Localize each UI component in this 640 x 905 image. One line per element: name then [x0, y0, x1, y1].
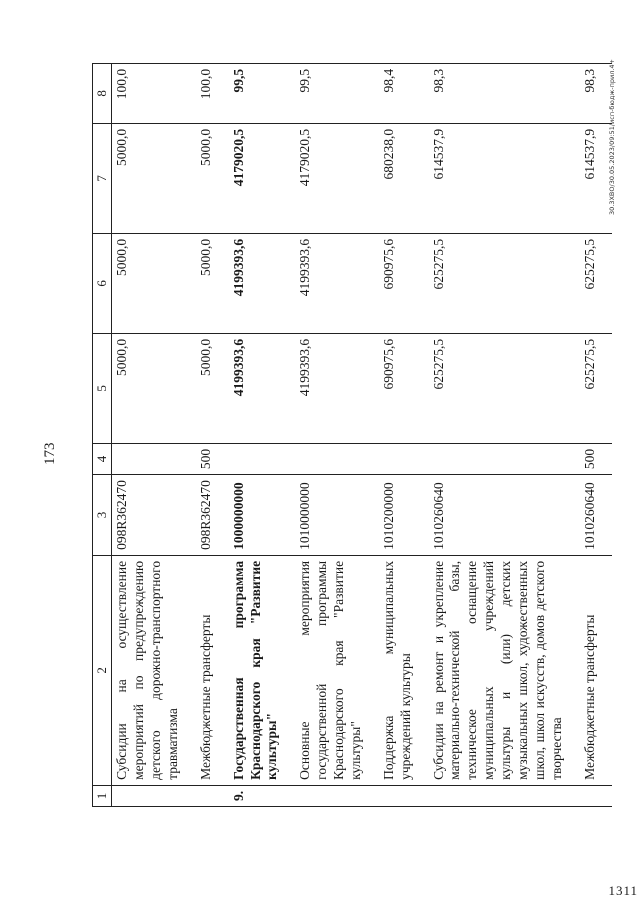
- column-header: 7: [93, 123, 112, 233]
- expense-type: [112, 443, 196, 474]
- item-name: Основные мероприятия государственной программы Краснодарского края "Развитие культуры": [295, 555, 379, 785]
- target-code: 1010200000: [379, 475, 429, 556]
- item-name: Поддержка муниципальных учреждений культуры: [379, 555, 429, 785]
- percent-value: 98,4: [379, 63, 429, 123]
- refined-value: 690975,6: [379, 233, 429, 333]
- target-code: 1000000000: [229, 475, 296, 556]
- target-code: 1010260640: [429, 475, 580, 556]
- table-row: [295, 63, 379, 806]
- plan-value: 625275,5: [580, 333, 613, 443]
- table-row: [379, 63, 429, 806]
- expense-type: [379, 443, 429, 474]
- row-number: [112, 785, 196, 806]
- percent-value: 98,3: [580, 63, 613, 123]
- actual-value: 4179020,5: [295, 123, 379, 233]
- item-name: Субсидии на ремонт и укрепление материально-технической базы, техническое оснащение муниципальных учреждений культуры и (или) детских музыкальных школ, художественных школ, школ искусств, домов детского творчества: [429, 555, 580, 785]
- target-code: 098R362470: [196, 475, 229, 556]
- page-number: 173: [42, 442, 58, 465]
- percent-value: 100,0: [196, 63, 229, 123]
- row-number: [429, 785, 580, 806]
- actual-value: 614537,9: [580, 123, 613, 233]
- percent-value: 99,5: [229, 63, 296, 123]
- table-row: [112, 63, 196, 806]
- table-header-row: [93, 63, 112, 806]
- row-number: [580, 785, 613, 806]
- plan-value: 4199393,6: [229, 333, 296, 443]
- item-name: Государственная программа Краснодарского края "Развитие культуры": [229, 555, 296, 785]
- column-header: 5: [93, 333, 112, 443]
- expense-type: 500: [196, 443, 229, 474]
- percent-value: 99,5: [295, 63, 379, 123]
- budget-table: [92, 63, 612, 807]
- actual-value: 5000,0: [112, 123, 196, 233]
- document-code: 30.3ХВО/30.05.2023/09:51/исп-бюдж-прил.4+: [608, 59, 616, 215]
- table-body: [112, 63, 613, 806]
- side-page-footer: 1311: [608, 883, 638, 898]
- refined-value: 625275,5: [429, 233, 580, 333]
- column-header: 8: [93, 63, 112, 123]
- row-number: 9.: [229, 785, 296, 806]
- refined-value: 4199393,6: [229, 233, 296, 333]
- row-number: [379, 785, 429, 806]
- column-header: 2: [93, 555, 112, 785]
- refined-value: 5000,0: [196, 233, 229, 333]
- refined-value: 5000,0: [112, 233, 196, 333]
- expense-type: 500: [580, 443, 613, 474]
- target-code: 1010000000: [295, 475, 379, 556]
- plan-value: 5000,0: [196, 333, 229, 443]
- column-header: 3: [93, 475, 112, 556]
- plan-value: 690975,6: [379, 333, 429, 443]
- table-row: [429, 63, 580, 806]
- expense-type: [229, 443, 296, 474]
- row-number: [295, 785, 379, 806]
- actual-value: 614537,9: [429, 123, 580, 233]
- item-name: Межбюджетные трансферты: [580, 555, 613, 785]
- column-header: 4: [93, 443, 112, 474]
- plan-value: 4199393,6: [295, 333, 379, 443]
- plan-value: 625275,5: [429, 333, 580, 443]
- refined-value: 625275,5: [580, 233, 613, 333]
- item-name: Межбюджетные трансферты: [196, 555, 229, 785]
- item-name: Субсидии на осуществление мероприятий по предупреждению детского дорожно-транспортного травматизма: [112, 555, 196, 785]
- actual-value: 680238,0: [379, 123, 429, 233]
- table-row: [196, 63, 229, 806]
- target-code: 1010260640: [580, 475, 613, 556]
- plan-value: 5000,0: [112, 333, 196, 443]
- refined-value: 4199393,6: [295, 233, 379, 333]
- target-code: 098R362470: [112, 475, 196, 556]
- expense-type: [295, 443, 379, 474]
- actual-value: 5000,0: [196, 123, 229, 233]
- row-number: [196, 785, 229, 806]
- percent-value: 100,0: [112, 63, 196, 123]
- percent-value: 98,3: [429, 63, 580, 123]
- column-header: 6: [93, 233, 112, 333]
- table-row: [229, 63, 296, 806]
- expense-type: [429, 443, 580, 474]
- column-header: 1: [93, 785, 112, 806]
- actual-value: 4179020,5: [229, 123, 296, 233]
